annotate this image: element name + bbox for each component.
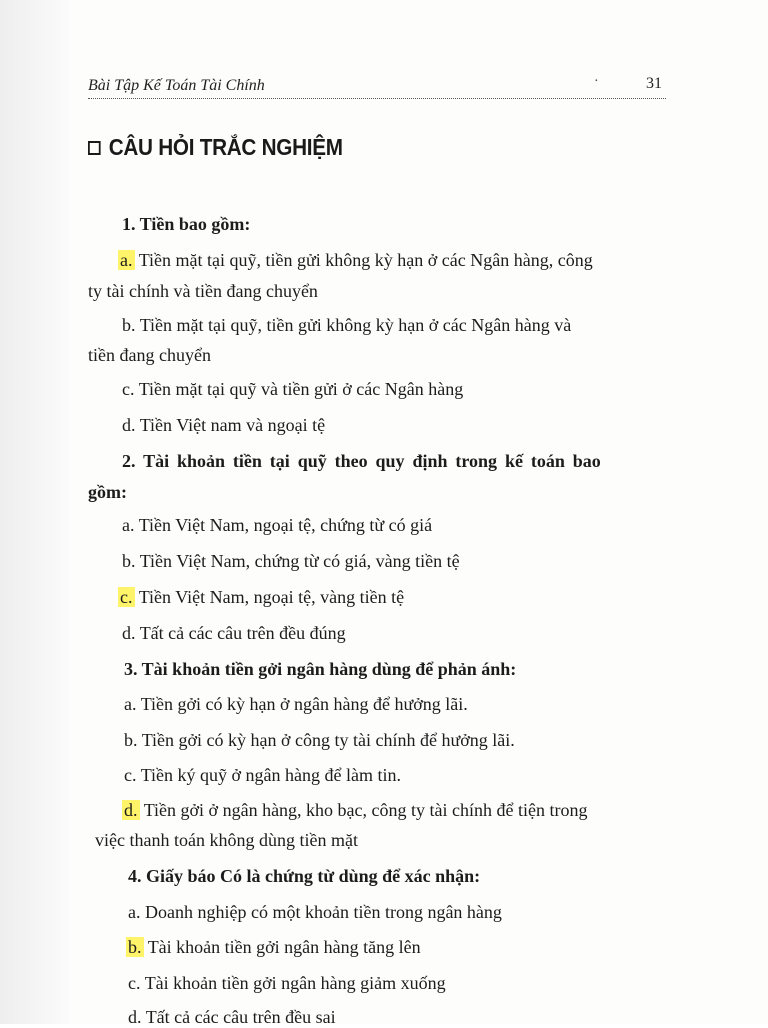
option-letter: a. (128, 902, 141, 922)
option-letter: a. (120, 250, 133, 270)
option-letter: c. (120, 587, 133, 607)
section-title-text: CÂU HỎI TRẮC NGHIỆM (108, 134, 343, 160)
question-1-option-a-cont: ty tài chính và tiền đang chuyển (88, 281, 318, 301)
option-text: Tiền Việt Nam, ngoại tệ, vàng tiền tệ (138, 587, 405, 607)
option-text: Tiền gởi ở ngân hàng, kho bạc, công ty tài chính để tiện trong (143, 800, 588, 820)
question-3-label: 3. Tài khoản tiền gởi ngân hàng dùng để phản ánh: (124, 659, 517, 679)
option-text: Tài khoản tiền gởi ngân hàng giảm xuống (144, 973, 446, 993)
option-text: Tài khoản tiền gởi ngân hàng tăng lên (147, 937, 421, 957)
question-4-option-c (128, 973, 446, 994)
question-1-option-c (122, 379, 463, 400)
question-1-option-b-cont: tiền đang chuyển (88, 345, 211, 365)
scan-edge-shade (0, 0, 70, 1024)
option-text: Tiền Việt Nam, ngoại tệ, chứng từ có giá (138, 515, 433, 535)
option-letter: d. (128, 1007, 142, 1027)
question-2-option-d (122, 623, 346, 644)
question-3-option-d-cont: việc thanh toán không dùng tiền mặt (95, 830, 358, 850)
option-text: Tất cả các câu trên đều đúng (139, 623, 346, 643)
question-2-label-cont: gồm: (88, 482, 127, 502)
option-letter: b. (128, 937, 142, 957)
option-letter: c. (122, 379, 135, 399)
option-letter: b. (124, 730, 138, 750)
option-text: Tiền ký quỹ ở ngân hàng để làm tin. (140, 765, 402, 785)
option-text: Tiền mặt tại quỹ, tiền gửi không kỳ hạn ở các Ngân hàng, công (138, 250, 593, 270)
option-letter: b. (122, 315, 136, 335)
question-3-option-d (124, 800, 587, 821)
option-letter: d. (122, 415, 136, 435)
question-3-option-c (124, 765, 401, 786)
option-text: Tiền gởi có kỳ hạn ở ngân hàng để hưởng lãi. (140, 694, 468, 714)
option-text: Tiền Việt nam và ngoại tệ (139, 415, 326, 435)
question-4-option-a (128, 902, 502, 923)
page-number: 31 (646, 75, 662, 92)
question-1-option-a (120, 250, 593, 271)
header-title: Bài Tập Kế Toán Tài Chính (88, 77, 265, 94)
section-title (88, 134, 343, 161)
question-2-option-a (122, 515, 432, 536)
question-2-option-c (120, 587, 404, 608)
header-dot: · (594, 74, 599, 89)
option-letter: c. (128, 973, 141, 993)
option-letter: b. (122, 551, 136, 571)
option-text: Tất cả các câu trên đều sai (145, 1007, 336, 1027)
question-4-label: 4. Giấy báo Có là chứng từ dùng để xác nhận: (128, 866, 481, 886)
question-4-option-d (128, 1007, 336, 1028)
question-2-label: 2. Tài khoản tiền tại quỹ theo quy định trong kế toán bao (122, 451, 601, 471)
option-letter: a. (122, 515, 135, 535)
option-letter: a. (124, 694, 137, 714)
option-letter: d. (124, 800, 138, 820)
option-text: Doanh nghiệp có một khoản tiền trong ngân hàng (145, 902, 502, 922)
question-3-option-b (124, 730, 515, 751)
option-text: Tiền gởi có kỳ hạn ở công ty tài chính để hưởng lãi. (141, 730, 515, 750)
option-text: Tiền mặt tại quỹ, tiền gửi không kỳ hạn ở các Ngân hàng và (139, 315, 572, 335)
option-letter: d. (122, 623, 136, 643)
page-header (88, 72, 666, 99)
checkbox-icon (88, 141, 101, 155)
question-3-option-a (124, 694, 468, 715)
question-1-option-d (122, 415, 325, 436)
question-1-option-b (122, 315, 571, 336)
option-text: Tiền mặt tại quỹ và tiền gửi ở các Ngân hàng (138, 379, 464, 399)
option-text: Tiền Việt Nam, chứng từ có giá, vàng tiền tệ (139, 551, 460, 571)
question-1-label: 1. Tiền bao gồm: (122, 214, 251, 234)
question-4-option-b (128, 937, 421, 958)
question-2-option-b (122, 551, 460, 572)
option-letter: c. (124, 765, 137, 785)
